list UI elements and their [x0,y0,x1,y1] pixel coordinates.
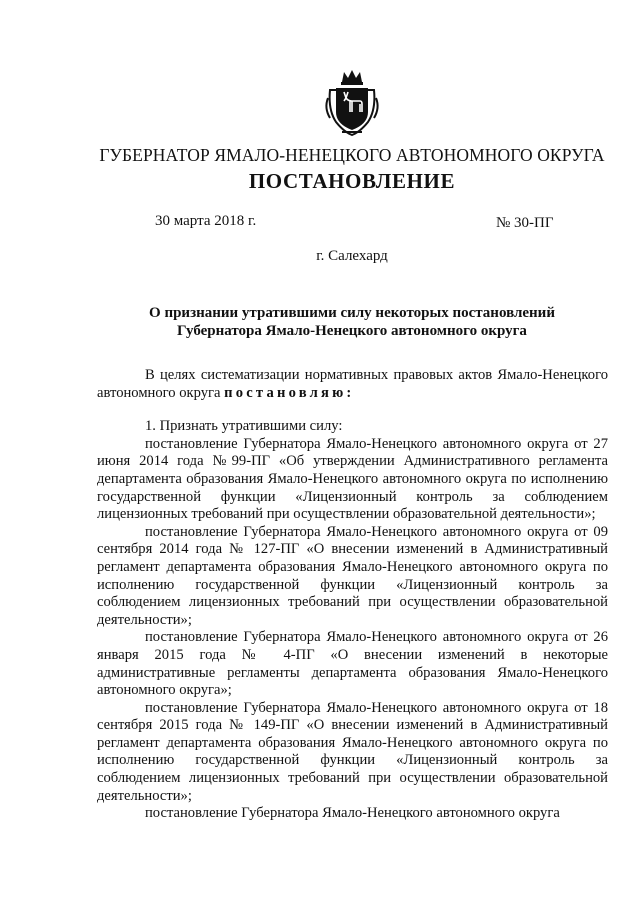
issuing-authority: ГУБЕРНАТОР ЯМАЛО-НЕНЕЦКОГО АВТОНОМНОГО ОКРУГА [99,145,605,165]
document-title [0,304,640,340]
coat-of-arms-icon [322,68,382,138]
item-paragraph: 1. Признать утратившими силу: [145,418,343,435]
document-city: г. Салехард [316,248,388,264]
intro-paragraph [97,367,608,402]
document-type: ПОСТАНОВЛЕНИЕ [248,169,456,193]
act-paragraph: постановление Губернатора Ямало-Ненецкого автономного округа от 18 сентября 2015 года № 149-ПГ «О внесении изменений в Административный регламент департамента образования Ямало-Ненецкого автономного округа по исполнению государственной функции «Лицензионный контроль за соблюдением лицензионных требований при осуществлении образовательной деятельности»; [97,699,608,804]
document-number: № 30-ПГ [496,215,554,231]
document-date: 30 марта 2018 г. [155,213,257,229]
act-paragraph: постановление Губернатора Ямало-Ненецкого автономного округа от 26 января 2015 года № 4-ПГ «О внесении изменений в некоторые административные регламенты департамента образования Ямало-Ненецкого автономного округа»; [97,629,608,699]
document-body [97,367,608,823]
intro-text: В целях систематизации нормативных правовых актов Ямало-Ненецкого автономного округа [97,367,608,401]
decree-word: постановляю: [224,384,355,401]
title-line: О признании утратившими силу некоторых постановлений [149,305,555,321]
act-paragraph: постановление Губернатора Ямало-Ненецкого автономного округа от 09 сентября 2014 года № 127-ПГ «О внесении изменений в Административный регламент департамента образования Ямало-Ненецкого автономного округа по исполнению государственной функции «Лицензионный контроль за соблюдением лицензионных требований при осуществлении образовательной деятельности»; [97,523,608,628]
act-paragraph: постановление Губернатора Ямало-Ненецкого автономного округа [145,805,560,822]
title-line: Губернатора Ямало-Ненецкого автономного округа [177,323,527,339]
act-paragraph: постановление Губернатора Ямало-Ненецкого автономного округа от 27 июня 2014 года №99-ПГ «Об утверждении Административного регламента департамента образования Ямало-Ненецкого автономного округа по исполнению государственной функции «Лицензионный контроль за соблюдением лицензионных требований при осуществлении образовательной деятельности»; [97,435,608,523]
